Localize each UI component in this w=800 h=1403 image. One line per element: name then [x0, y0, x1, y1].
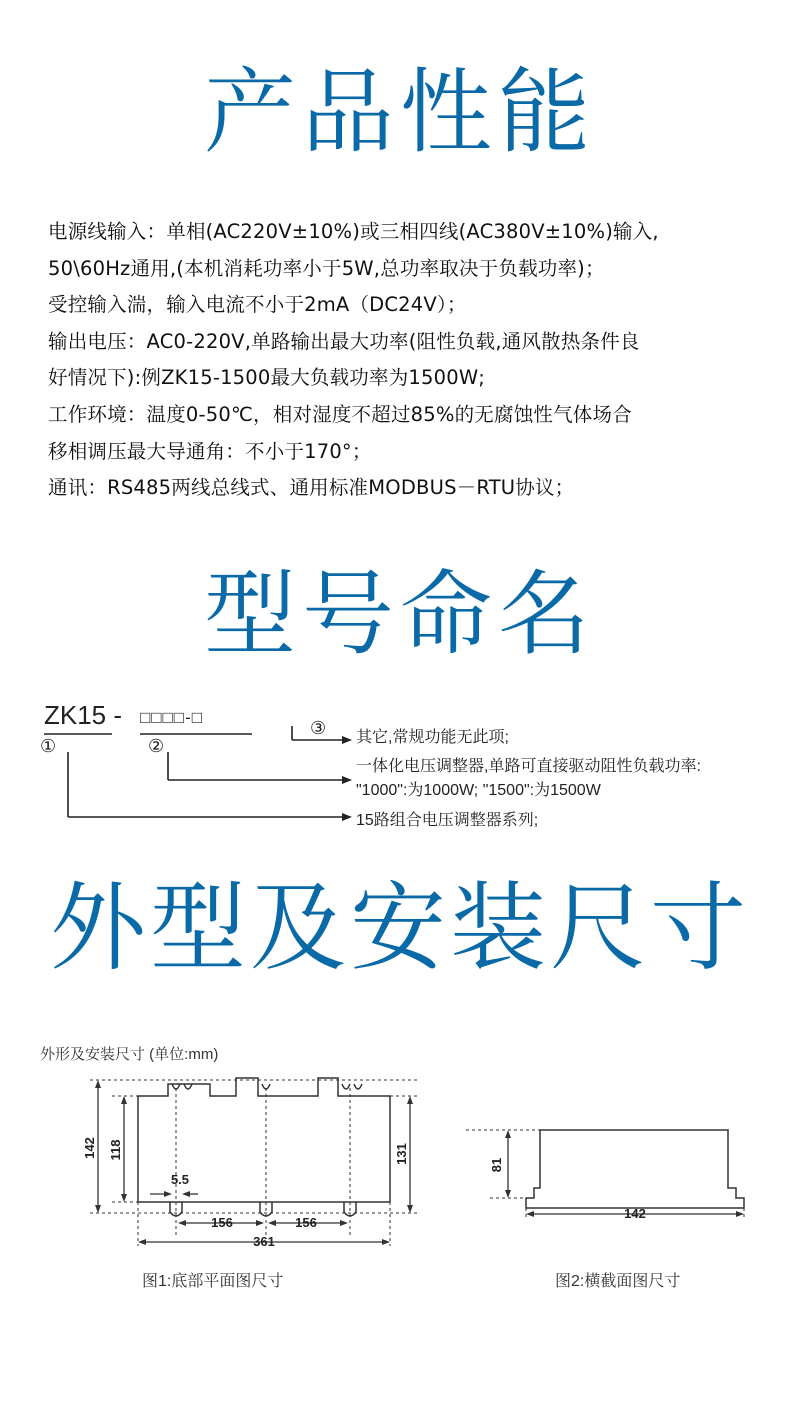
model-naming-diagram: [0, 690, 800, 840]
dim-142-height: 142: [82, 1137, 97, 1159]
spec-line: 通讯：RS485两线总线式、通用标准MODBUS－RTU协议；: [48, 476, 575, 500]
desc-option-2-line1: 一体化电压调整器,单路可直接驱动阻性负载功率:: [356, 758, 701, 775]
cross-section-figure: [466, 1130, 744, 1221]
spec-line: 50\60Hz通用,(本机消耗功率小于5W,总功率取决于负载功率)；: [48, 256, 605, 280]
dim-131-height: 131: [394, 1143, 409, 1165]
dimension-caption: 外形及安装尺寸 (单位:mm): [40, 1046, 219, 1063]
figure-1-caption: 图1:底部平面图尺寸: [142, 1273, 284, 1290]
spec-line: 好情况下):例ZK15-1500最大负载功率为1500W;: [48, 366, 486, 390]
dim-142-width: 142: [624, 1206, 646, 1221]
marker-1: ①: [40, 736, 57, 756]
spec-line: 工作环境：温度0-50℃，相对湿度不超过85%的无腐蚀性气体场合: [48, 402, 632, 426]
model-connector-lines: [0, 690, 800, 840]
spec-line: 电源线输入：单相(AC220V±10%)或三相四线(AC380V±10%)输入,: [48, 220, 659, 243]
figure-2-caption: 图2:横截面图尺寸: [555, 1273, 681, 1290]
spec-line: 受控输入湍，输入电流不小于2mA（DC24V）；: [48, 293, 467, 317]
dim-81-height: 81: [489, 1157, 504, 1173]
dim-5-5: 5.5: [170, 1172, 190, 1187]
dim-156-left: 156: [211, 1215, 233, 1230]
spec-list: [48, 214, 768, 507]
dim-361-width: 361: [253, 1234, 275, 1249]
spec-line: 输出电压：AC0-220V,单路输出最大功率(阻性负载,通风散热条件良: [48, 329, 640, 353]
dim-156-right: 156: [295, 1215, 317, 1230]
marker-2: ②: [148, 736, 165, 756]
spec-line: 移相调压最大导通角：不小于170°；: [48, 439, 372, 463]
dim-118-height: 118: [108, 1139, 123, 1161]
section-title-dimensions: 外型及安装尺寸: [50, 872, 750, 984]
model-prefix: ZK15 -: [44, 700, 123, 730]
desc-option-3: 其它,常规功能无此项;: [356, 729, 509, 746]
marker-3: ③: [310, 718, 327, 738]
desc-option-2-line2: "1000":为1000W; "1500":为1500W: [356, 782, 601, 799]
section-title-performance: 产品性能: [203, 59, 596, 166]
section-title-model-naming: 型号命名: [203, 561, 596, 668]
desc-option-1: 15路组合电压调整器系列;: [356, 812, 539, 829]
bottom-plan-figure: [82, 1078, 420, 1249]
model-code: □□□□-□: [140, 708, 204, 727]
